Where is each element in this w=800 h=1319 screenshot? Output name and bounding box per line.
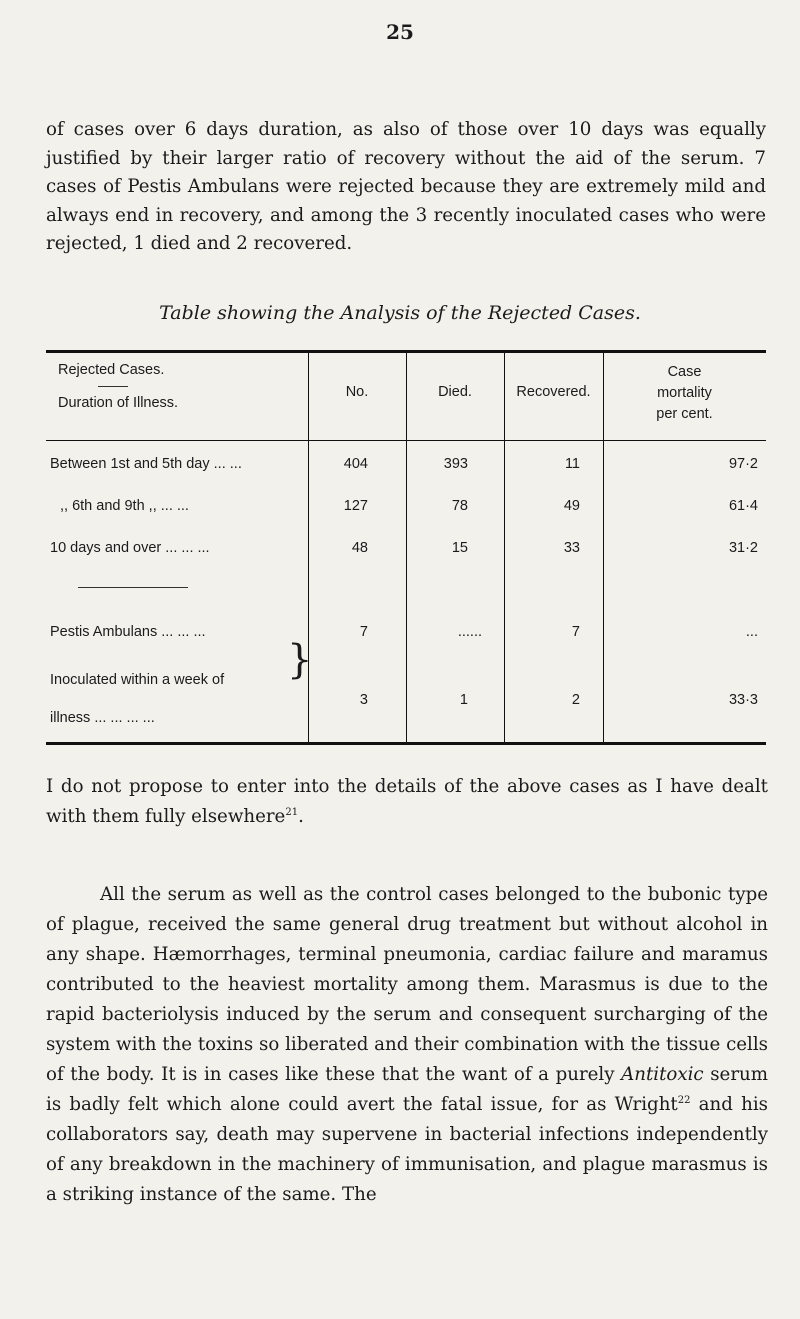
row-label-line1: Inoculated within a week of xyxy=(50,672,225,688)
cell-mortality: 61·4 xyxy=(728,498,758,514)
header-divider-dash xyxy=(98,386,128,387)
cell-recovered: 7 xyxy=(571,624,580,640)
cell-mortality: ... xyxy=(745,624,758,640)
page-number: 25 xyxy=(386,20,414,44)
header-mortality-line3: per cent. xyxy=(656,406,713,422)
cell-mortality: 33·3 xyxy=(728,692,758,708)
cell-died: 393 xyxy=(443,456,468,472)
cell-no: 404 xyxy=(343,456,368,472)
cell-no: 127 xyxy=(343,498,368,514)
header-rejected-cases-label: Rejected Cases. xyxy=(58,362,165,378)
cell-no: 3 xyxy=(359,692,368,708)
reference-21: 21 xyxy=(285,806,299,818)
header-no: No. xyxy=(345,384,369,400)
row-separator-dash xyxy=(78,587,188,588)
row-label: Between 1st and 5th day ... ... xyxy=(50,456,242,472)
header-rejected-cases xyxy=(58,362,298,411)
row-label-line2: illness ... ... ... ... xyxy=(50,710,155,726)
cell-died: 78 xyxy=(451,498,468,514)
table-bottom-rule xyxy=(46,742,766,745)
cell-recovered: 11 xyxy=(564,456,580,472)
table-caption: Table showing the Analysis of the Rejected Cases. xyxy=(159,302,641,324)
cell-no: 7 xyxy=(359,624,368,640)
header-mortality-line1: Case xyxy=(667,364,702,380)
header-recovered: Recovered. xyxy=(516,384,591,400)
row-label: 10 days and over ... ... ... xyxy=(50,540,210,556)
paragraph-serum-cases xyxy=(46,880,768,1210)
header-mortality-line2: mortality xyxy=(657,385,712,401)
cell-recovered: 2 xyxy=(571,692,580,708)
header-case-mortality xyxy=(603,362,766,425)
paragraph-details xyxy=(46,772,768,832)
cell-died: 1 xyxy=(459,692,468,708)
paragraph-serum-text-a: All the serum as well as the control cases belonged to the bubonic type of plague, received the same general drug treatment but without alcohol in any shape. Hæmorrhages, terminal pneumonia, cardiac failure and maramus contributed to the heaviest mortality among them. Marasmus is due to the rapid bacteriolysis induced by the serum and consequent surcharging of the system with the toxins so liberated and their combination with the tissue cells of the body. It is in cases like these that the want of a purely xyxy=(46,884,768,1085)
header-duration-label: Duration of Illness. xyxy=(58,395,179,411)
brace-icon: } xyxy=(287,637,313,683)
cell-died: ...... xyxy=(457,624,482,640)
cell-recovered: 33 xyxy=(563,540,580,556)
cell-mortality: 97·2 xyxy=(728,456,758,472)
row-label: ,, 6th and 9th ,, ... ... xyxy=(60,498,189,514)
row-label: Pestis Ambulans ... ... ... xyxy=(50,624,206,640)
cell-died: 15 xyxy=(451,540,468,556)
paragraph-details-text: I do not propose to enter into the details of the above cases as I have dealt with them fully elsewhere xyxy=(46,776,768,827)
header-died: Died. xyxy=(438,384,472,400)
cell-mortality: 31·2 xyxy=(728,540,758,556)
cell-recovered: 49 xyxy=(563,498,580,514)
paragraph-serum-text-c: and his collaborators say, death may supervene in bacterial infections independently of any breakdown in the machinery of immunisation, and plague marasmus is a striking instance of the same. The xyxy=(46,1094,768,1205)
rejected-cases-table xyxy=(46,350,766,746)
paragraph-intro: of cases over 6 days duration, as also of those over 10 days was equally justified by their larger ratio of recovery without the aid of the serum. 7 cases of Pestis Ambulans were rejected because they are extremely mild and always end in recovery, and among the 3 recently inoculated cases who were rejected, 1 died and 2 recovered. xyxy=(46,119,766,255)
reference-22: 22 xyxy=(677,1094,691,1106)
paragraph-serum-text-b: serum is badly felt which alone could avert the fatal issue, for as Wright xyxy=(46,1064,768,1115)
paragraph-serum-italic: Antitoxic xyxy=(621,1064,704,1085)
paragraph-details-end: . xyxy=(298,806,304,827)
cell-no: 48 xyxy=(351,540,368,556)
